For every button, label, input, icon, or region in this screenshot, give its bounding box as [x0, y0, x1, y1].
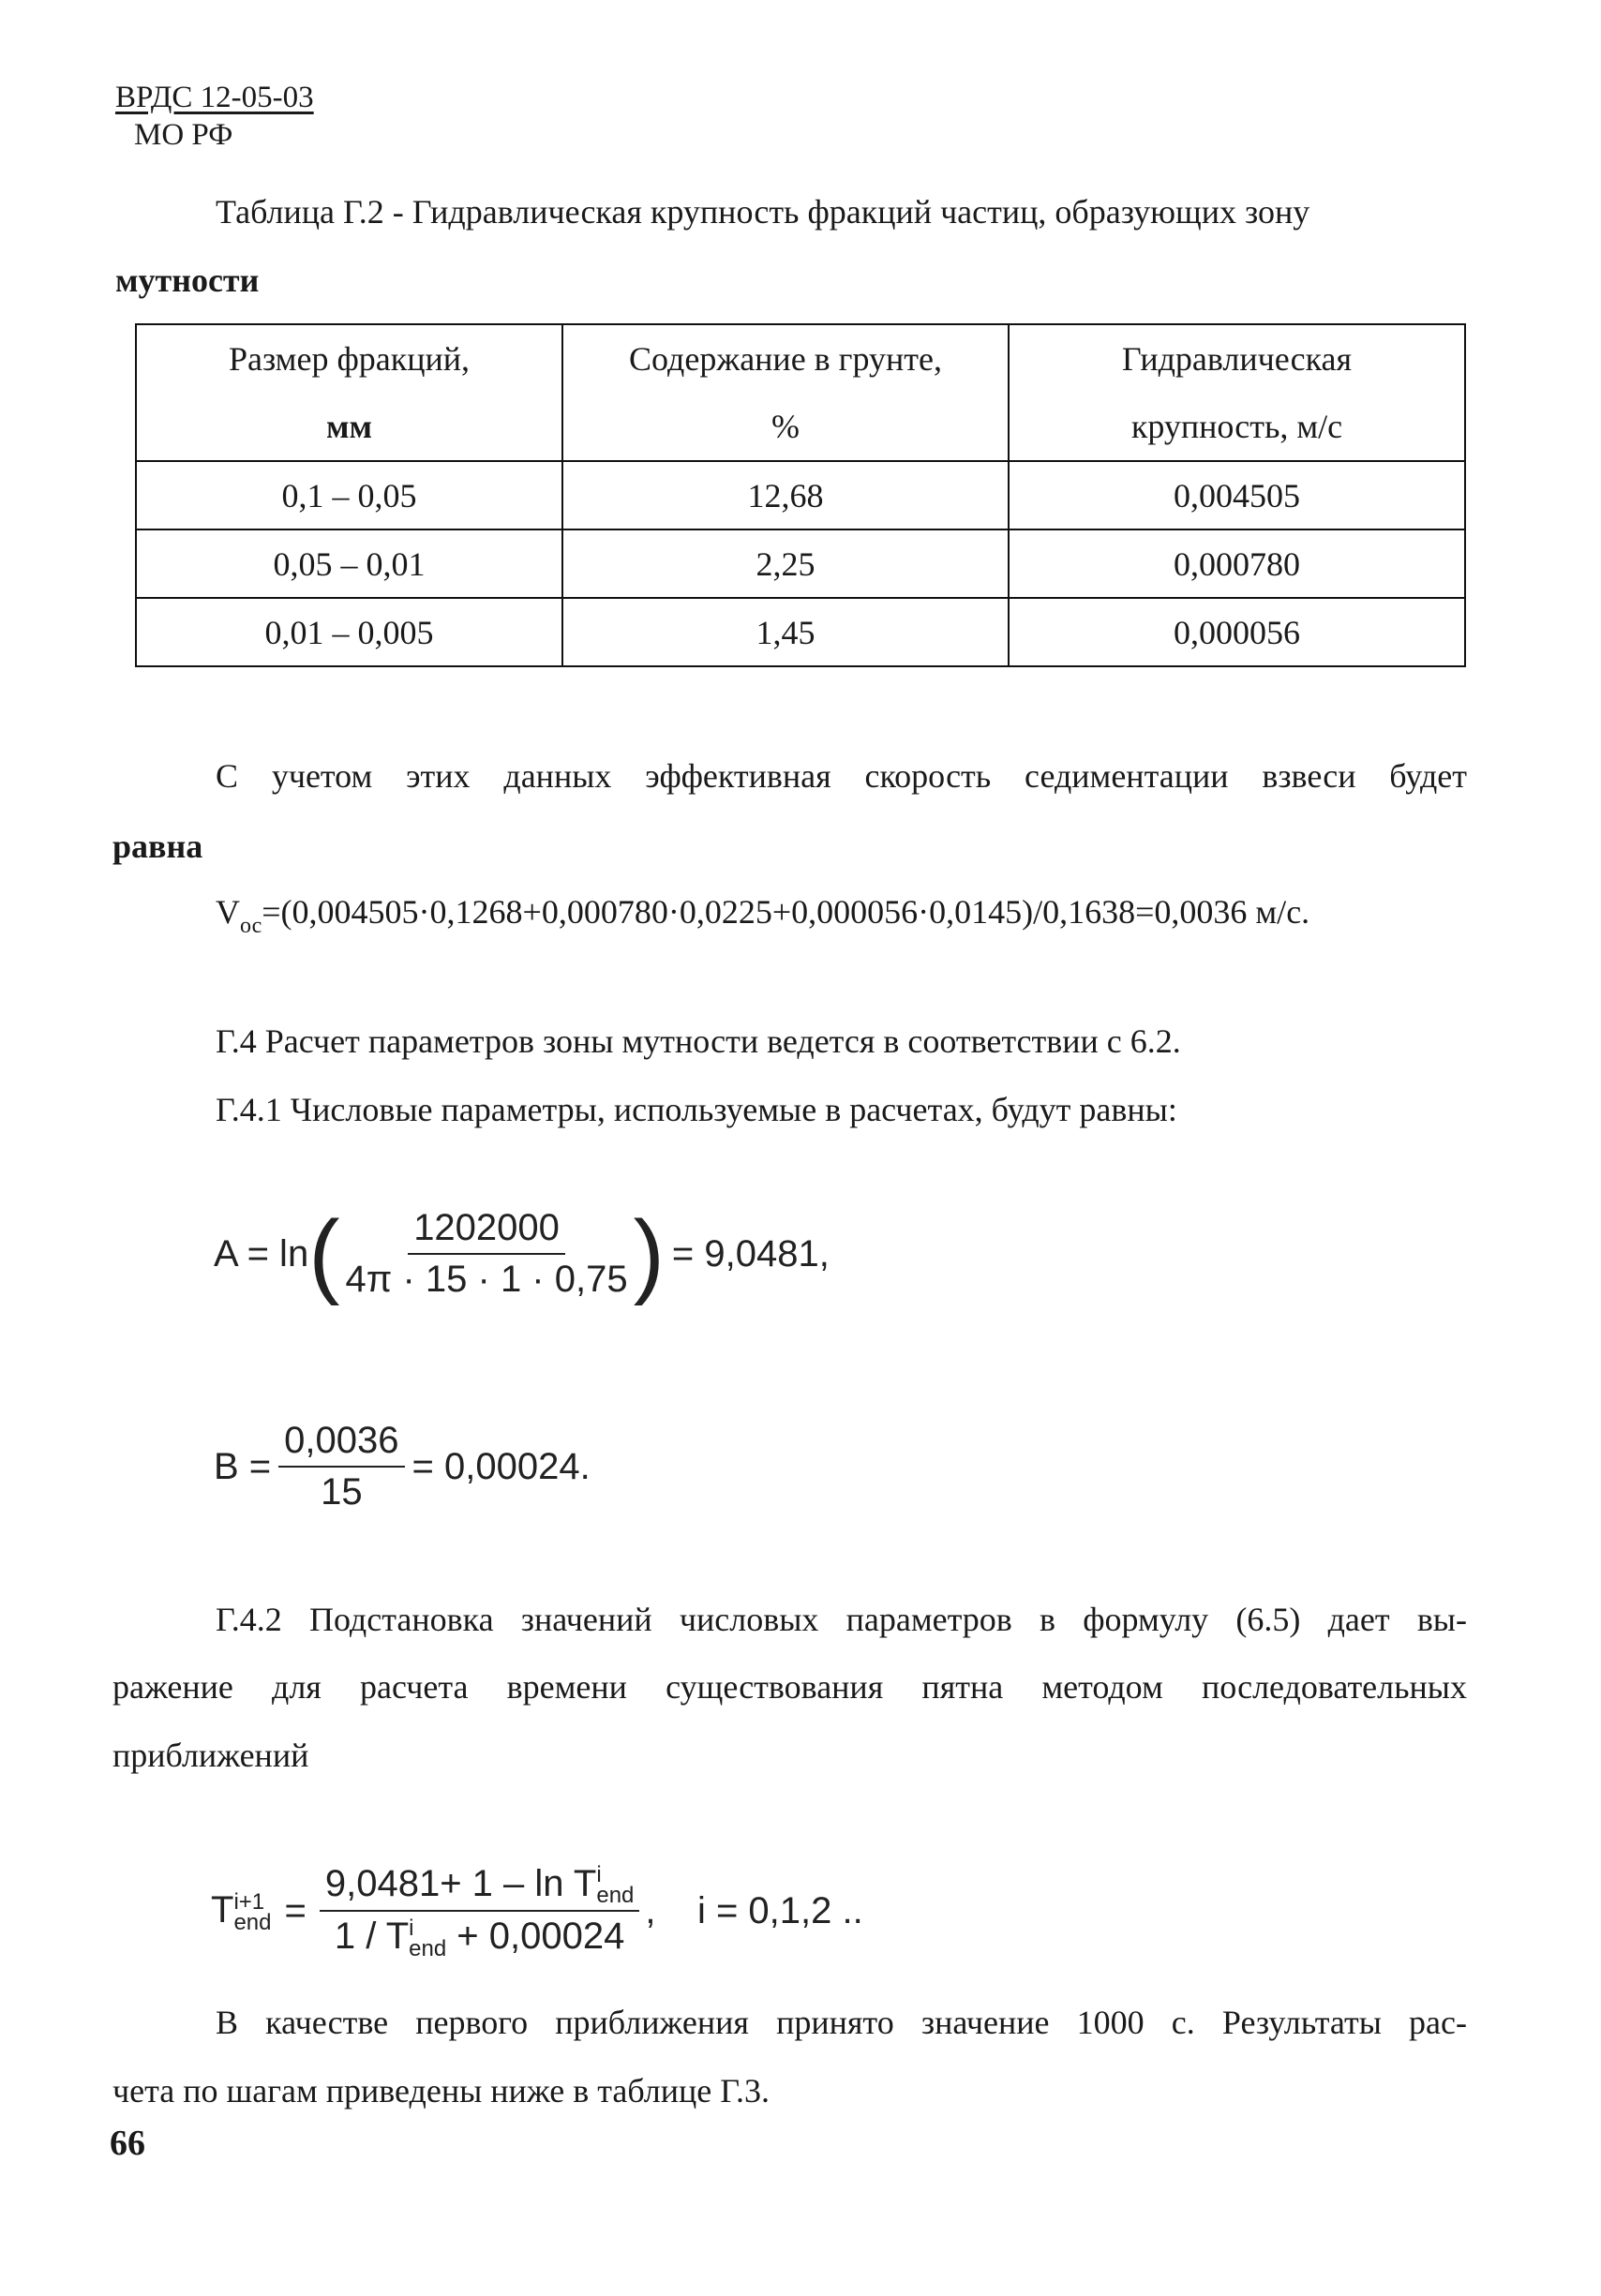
section-g42-line1: Г.4.2 Подстановка значений числовых параметров в формулу (6.5) дает вы-: [216, 1601, 1467, 1638]
table-cell: 0,004505: [1009, 461, 1465, 529]
table-cell: 0,01 – 0,005: [136, 598, 562, 666]
paragraph-sedimentation-line2: равна: [112, 827, 203, 865]
table-caption-line1: Таблица Г.2 - Гидравлическая крупность фракций частиц, образующих зону: [216, 193, 1310, 231]
table-row: [136, 598, 1465, 666]
table-caption-line2: мутности: [115, 261, 260, 299]
table-cell: 12,68: [562, 461, 1009, 529]
fraction-table: [135, 323, 1466, 667]
formula-b: B = $\frac{0,0036}{15}$ = 0,00024.: [214, 1420, 591, 1513]
table-row: [136, 461, 1465, 529]
table-row: [136, 529, 1465, 598]
header-hydraulic-size: Гидравлическая крупность, м/с: [1009, 324, 1465, 461]
table-cell: 0,000056: [1009, 598, 1465, 666]
header-content: Содержание в грунте, %: [562, 324, 1009, 461]
section-g4: Г.4 Расчет параметров зоны мутности ведется в соответствии с 6.2.: [216, 1022, 1181, 1060]
paragraph-last-line1: В качестве первого приближения принято значение 1000 с. Результаты рас-: [216, 2004, 1467, 2041]
formula-a: A = ln ( $\frac{1202000}{4\pi \cdot 15 \cdot 1 \cdot 0,75}$ ) = 9,0481,: [214, 1201, 830, 1306]
table-cell: 0,000780: [1009, 529, 1465, 598]
paragraph-sedimentation-line1: С учетом этих данных эффективная скорость седиментации взвеси будет: [216, 757, 1467, 795]
section-g42-line2: ражение для расчета времени существования пятна методом последовательных: [112, 1668, 1467, 1706]
section-g42-line3: приближений: [112, 1737, 309, 1774]
document-org: МО РФ: [134, 118, 233, 152]
formula-t-end: T i+1 end = 9,0481+ 1 – ln T i end 1 / T i end + 0,00024 , i = 0,1,2 ..: [211, 1862, 863, 1961]
table-cell: 0,05 – 0,01: [136, 529, 562, 598]
table-cell: 1,45: [562, 598, 1009, 666]
section-g41: Г.4.1 Числовые параметры, используемые в расчетах, будут равны:: [216, 1091, 1177, 1128]
paragraph-last-line2: чета по шагам приведены ниже в таблице Г.3.: [112, 2072, 770, 2110]
table-cell: 2,25: [562, 529, 1009, 598]
formula-v-effective: $V_{ос}=(0,004505\cdot 0,1268+0,000780\cdot 0,0225+0,000056\cdot 0,0145)/0,1638=0,0036$ м/с.: [216, 893, 1310, 938]
page-number: 66: [110, 2124, 145, 2163]
document-code: ВРДС 12-05-03: [115, 81, 314, 114]
table-cell: 0,1 – 0,05: [136, 461, 562, 529]
header-fraction-size: Размер фракций, мм: [136, 324, 562, 461]
table-header-row: [136, 324, 1465, 461]
